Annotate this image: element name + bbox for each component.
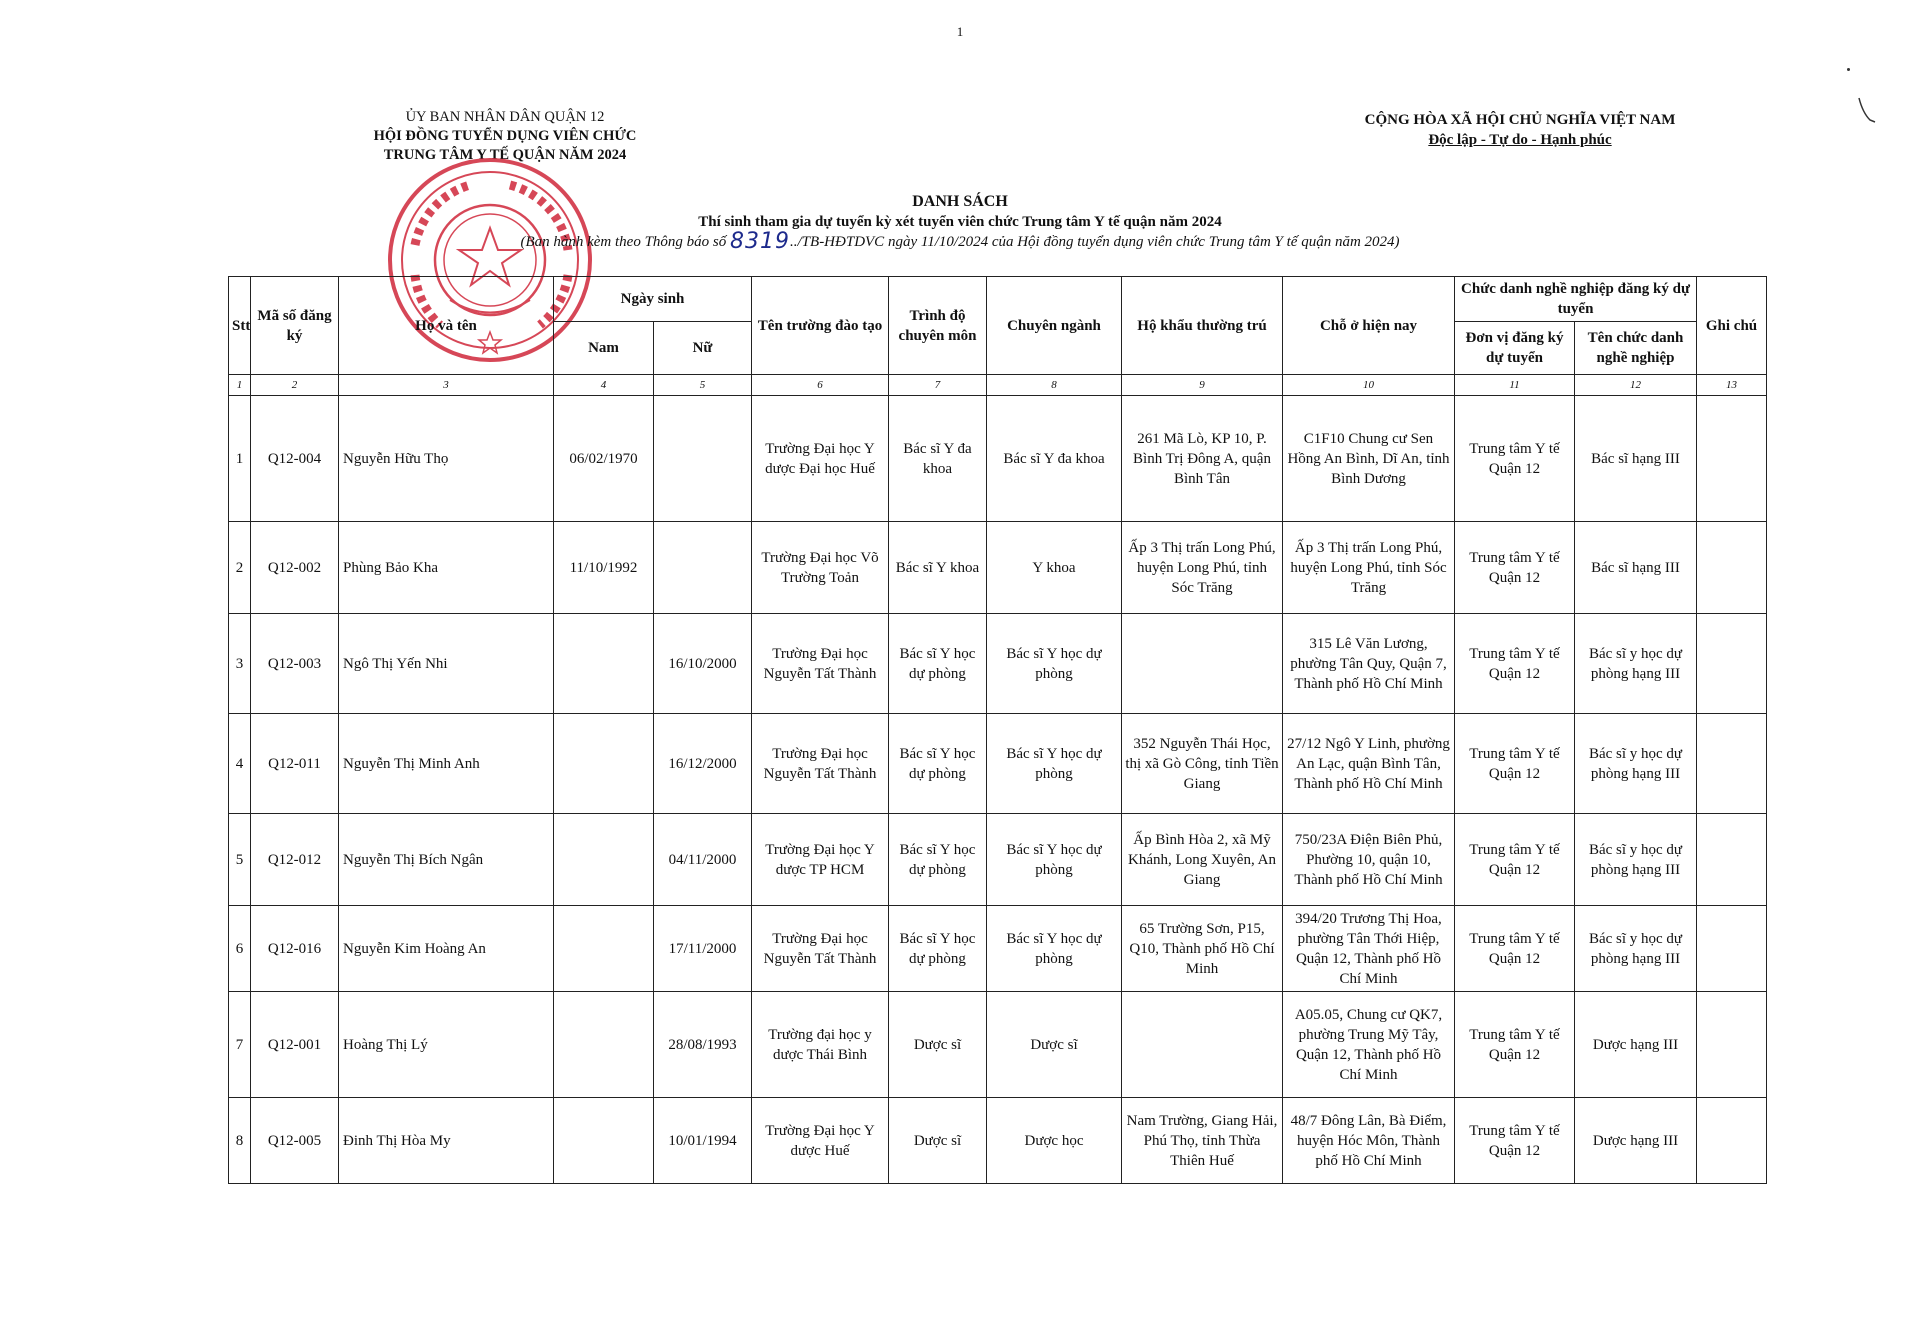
col-address-header: Chỗ ở hiện nay [1283, 277, 1455, 375]
candidate-code: Q12-001 [251, 992, 339, 1098]
current-address: 315 Lê Văn Lương, phường Tân Quy, Quận 7, Thành phố Hồ Chí Minh [1283, 614, 1455, 714]
permanent-residence: 261 Mã Lò, KP 10, P. Bình Trị Đông A, quận Bình Tân [1122, 396, 1283, 522]
dob-male [554, 906, 654, 992]
dob-female [654, 522, 752, 614]
col-position-group-header: Chức danh nghề nghiệp đăng ký dự tuyển [1455, 277, 1697, 322]
candidate-name: Hoàng Thị Lý [339, 992, 554, 1098]
col-stt-header: Stt [229, 277, 251, 375]
registered-unit: Trung tâm Y tế Quận 12 [1455, 714, 1575, 814]
candidate-code: Q12-012 [251, 814, 339, 906]
column-index: 2 [251, 375, 339, 396]
current-address: Ấp 3 Thị trấn Long Phú, huyện Long Phú, tỉnh Sóc Trăng [1283, 522, 1455, 614]
authority-line-3: TRUNG TÂM Y TẾ QUẬN NĂM 2024 [383, 147, 627, 163]
national-motto [1330, 110, 1710, 150]
registered-unit: Trung tâm Y tế Quận 12 [1455, 992, 1575, 1098]
column-index: 1 [229, 375, 251, 396]
dob-male: 11/10/1992 [554, 522, 654, 614]
dob-female: 10/01/1994 [654, 1098, 752, 1184]
position-title: Bác sĩ y học dự phòng hạng III [1575, 614, 1697, 714]
registered-unit: Trung tâm Y tế Quận 12 [1455, 814, 1575, 906]
major: Bác sĩ Y học dự phòng [987, 714, 1122, 814]
candidate-table [228, 276, 1767, 1184]
document-title: DANH SÁCH [912, 193, 1008, 210]
dob-female: 04/11/2000 [654, 814, 752, 906]
column-index-row [229, 375, 1767, 396]
table-row [229, 906, 1767, 992]
col-male-header: Nam [554, 322, 654, 375]
dob-male: 06/02/1970 [554, 396, 654, 522]
dob-female: 16/12/2000 [654, 714, 752, 814]
major: Dược học [987, 1098, 1122, 1184]
dob-female: 28/08/1993 [654, 992, 752, 1098]
qualification: Bác sĩ Y khoa [889, 522, 987, 614]
authority-line-1: ỦY BAN NHÂN DÂN QUẬN 12 [405, 109, 605, 125]
registered-unit: Trung tâm Y tế Quận 12 [1455, 522, 1575, 614]
permanent-residence: 352 Nguyễn Thái Học, thị xã Gò Công, tỉnh Tiền Giang [1122, 714, 1283, 814]
column-index: 10 [1283, 375, 1455, 396]
qualification: Bác sĩ Y học dự phòng [889, 714, 987, 814]
school-name: Trường Đại học Nguyễn Tất Thành [752, 714, 889, 814]
dob-male [554, 814, 654, 906]
country-name: CỘNG HÒA XÃ HỘI CHỦ NGHĨA VIỆT NAM [1364, 112, 1676, 128]
candidate-name: Nguyễn Thị Bích Ngân [339, 814, 554, 906]
permanent-residence: 65 Trường Sơn, P15, Q10, Thành phố Hồ Chí Minh [1122, 906, 1283, 992]
major: Bác sĩ Y đa khoa [987, 396, 1122, 522]
dob-female [654, 396, 752, 522]
row-stt: 6 [229, 906, 251, 992]
col-major-header: Chuyên ngành [987, 277, 1122, 375]
dob-female: 17/11/2000 [654, 906, 752, 992]
dob-female: 16/10/2000 [654, 614, 752, 714]
note [1697, 992, 1767, 1098]
column-index: 6 [752, 375, 889, 396]
school-name: Trường Đại học Nguyễn Tất Thành [752, 906, 889, 992]
candidate-code: Q12-002 [251, 522, 339, 614]
table-row [229, 814, 1767, 906]
position-title: Bác sĩ y học dự phòng hạng III [1575, 906, 1697, 992]
table-row [229, 992, 1767, 1098]
permanent-residence [1122, 992, 1283, 1098]
page-number: 1 [956, 24, 964, 39]
candidate-name: Nguyễn Kim Hoàng An [339, 906, 554, 992]
authority-line-2: HỘI ĐỒNG TUYỂN DỤNG VIÊN CHỨC [373, 128, 637, 144]
column-index: 11 [1455, 375, 1575, 396]
motto-line: Độc lập - Tự do - Hạnh phúc [1428, 132, 1612, 148]
candidate-name: Phùng Bảo Kha [339, 522, 554, 614]
col-note-header: Ghi chú [1697, 277, 1767, 375]
candidate-code: Q12-011 [251, 714, 339, 814]
candidate-name: Đinh Thị Hòa My [339, 1098, 554, 1184]
position-title: Dược hạng III [1575, 992, 1697, 1098]
major: Bác sĩ Y học dự phòng [987, 814, 1122, 906]
row-stt: 2 [229, 522, 251, 614]
column-index: 12 [1575, 375, 1697, 396]
position-title: Bác sĩ hạng III [1575, 396, 1697, 522]
candidate-code: Q12-004 [251, 396, 339, 522]
position-title: Bác sĩ y học dự phòng hạng III [1575, 814, 1697, 906]
registered-unit: Trung tâm Y tế Quận 12 [1455, 1098, 1575, 1184]
current-address: A05.05, Chung cư QK7, phường Trung Mỹ Tây, Quận 12, Thành phố Hồ Chí Minh [1283, 992, 1455, 1098]
note [1697, 814, 1767, 906]
col-code-header: Mã số đăng ký [251, 277, 339, 375]
school-name: Trường đại học y dược Thái Bình [752, 992, 889, 1098]
col-title-header: Tên chức danh nghề nghiệp [1575, 322, 1697, 375]
position-title: Bác sĩ y học dự phòng hạng III [1575, 714, 1697, 814]
column-index: 9 [1122, 375, 1283, 396]
col-school-header: Tên trường đào tạo [752, 277, 889, 375]
current-address: C1F10 Chung cư Sen Hồng An Bình, Dĩ An, tỉnh Bình Dương [1283, 396, 1455, 522]
school-name: Trường Đại học Nguyễn Tất Thành [752, 614, 889, 714]
registered-unit: Trung tâm Y tế Quận 12 [1455, 396, 1575, 522]
permanent-residence: Ấp Bình Hòa 2, xã Mỹ Khánh, Long Xuyên, An Giang [1122, 814, 1283, 906]
issuance-note [280, 229, 1640, 254]
row-stt: 7 [229, 992, 251, 1098]
current-address: 394/20 Trương Thị Hoa, phường Tân Thới Hiệp, Quận 12, Thành phố Hồ Chí Minh [1283, 906, 1455, 992]
row-stt: 5 [229, 814, 251, 906]
note [1697, 1098, 1767, 1184]
col-residence-header: Hộ khẩu thường trú [1122, 277, 1283, 375]
handwritten-notice-number: 8319 [730, 229, 791, 254]
major: Bác sĩ Y học dự phòng [987, 614, 1122, 714]
issuing-authority [340, 108, 670, 165]
issuance-suffix: ../TB-HĐTDVC ngày 11/10/2024 của Hội đồng tuyển dụng viên chức Trung tâm Y tế quận năm 2024) [790, 234, 1400, 250]
dob-male [554, 1098, 654, 1184]
qualification: Bác sĩ Y học dự phòng [889, 614, 987, 714]
column-index: 4 [554, 375, 654, 396]
dob-male [554, 714, 654, 814]
current-address: 27/12 Ngô Y Linh, phường An Lạc, quận Bình Tân, Thành phố Hồ Chí Minh [1283, 714, 1455, 814]
current-address: 48/7 Đông Lân, Bà Điểm, huyện Hóc Môn, Thành phố Hồ Chí Minh [1283, 1098, 1455, 1184]
note [1697, 714, 1767, 814]
column-index: 5 [654, 375, 752, 396]
col-level-header: Trình độ chuyên môn [889, 277, 987, 375]
qualification: Bác sĩ Y đa khoa [889, 396, 987, 522]
scan-speck [1847, 68, 1850, 71]
table-row [229, 396, 1767, 522]
qualification: Bác sĩ Y học dự phòng [889, 906, 987, 992]
table-row [229, 1098, 1767, 1184]
row-stt: 8 [229, 1098, 251, 1184]
current-address: 750/23A Điện Biên Phủ, Phường 10, quận 10, Thành phố Hồ Chí Minh [1283, 814, 1455, 906]
qualification: Bác sĩ Y học dự phòng [889, 814, 987, 906]
note [1697, 522, 1767, 614]
table-row [229, 714, 1767, 814]
permanent-residence: Ấp 3 Thị trấn Long Phú, huyện Long Phú, tỉnh Sóc Trăng [1122, 522, 1283, 614]
school-name: Trường Đại học Y dược TP HCM [752, 814, 889, 906]
registered-unit: Trung tâm Y tế Quận 12 [1455, 906, 1575, 992]
qualification: Dược sĩ [889, 1098, 987, 1184]
candidate-name: Ngô Thị Yến Nhi [339, 614, 554, 714]
major: Y khoa [987, 522, 1122, 614]
table-row [229, 522, 1767, 614]
note [1697, 396, 1767, 522]
issuance-prefix: (Ban hành kèm theo Thông báo số [520, 234, 727, 250]
registered-unit: Trung tâm Y tế Quận 12 [1455, 614, 1575, 714]
major: Dược sĩ [987, 992, 1122, 1098]
row-stt: 4 [229, 714, 251, 814]
major: Bác sĩ Y học dự phòng [987, 906, 1122, 992]
qualification: Dược sĩ [889, 992, 987, 1098]
column-index: 7 [889, 375, 987, 396]
candidate-code: Q12-016 [251, 906, 339, 992]
row-stt: 1 [229, 396, 251, 522]
col-name-header: Họ và tên [339, 277, 554, 375]
candidate-code: Q12-003 [251, 614, 339, 714]
school-name: Trường Đại học Y dược Huế [752, 1098, 889, 1184]
candidate-code: Q12-005 [251, 1098, 339, 1184]
permanent-residence: Nam Trường, Giang Hải, Phú Thọ, tỉnh Thừa Thiên Huế [1122, 1098, 1283, 1184]
col-dob-header: Ngày sinh [554, 277, 752, 322]
dob-male [554, 992, 654, 1098]
permanent-residence [1122, 614, 1283, 714]
column-index: 13 [1697, 375, 1767, 396]
column-index: 3 [339, 375, 554, 396]
column-index: 8 [987, 375, 1122, 396]
position-title: Bác sĩ hạng III [1575, 522, 1697, 614]
col-unit-header: Đơn vị đăng ký dự tuyển [1455, 322, 1575, 375]
row-stt: 3 [229, 614, 251, 714]
dob-male [554, 614, 654, 714]
note [1697, 614, 1767, 714]
school-name: Trường Đại học Y dược Đại học Huế [752, 396, 889, 522]
note [1697, 906, 1767, 992]
candidate-name: Nguyễn Hữu Thọ [339, 396, 554, 522]
document-title-block [280, 192, 1640, 252]
school-name: Trường Đại học Võ Trường Toản [752, 522, 889, 614]
table-row [229, 614, 1767, 714]
candidate-name: Nguyễn Thị Minh Anh [339, 714, 554, 814]
col-female-header: Nữ [654, 322, 752, 375]
pen-mark-icon [1856, 96, 1878, 126]
position-title: Dược hạng III [1575, 1098, 1697, 1184]
document-subtitle: Thí sinh tham gia dự tuyển kỳ xét tuyển viên chức Trung tâm Y tế quận năm 2024 [698, 214, 1222, 230]
